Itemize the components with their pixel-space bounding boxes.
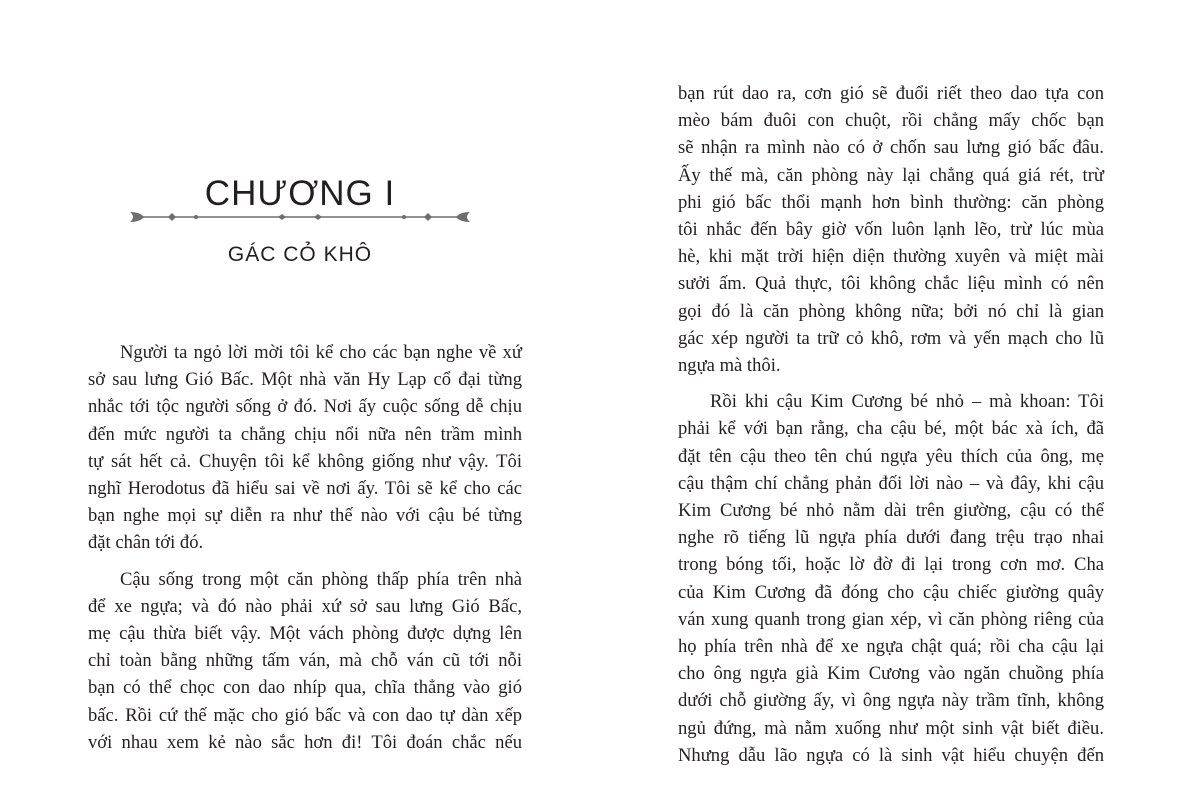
text-line: với nhau xem kẻ nào sắc hơn đi! Tôi đoán chắc nếu [88, 731, 522, 753]
text-line: tự sát hết cả. Chuyện tôi kể không giống như vậy. Tôi [88, 450, 522, 472]
text-line: nghĩ Herodotus đã hiểu sai về nơi ấy. Tôi sẽ kể cho các [88, 478, 522, 500]
text-line: Nhưng dẫu lão ngựa có là sinh vật hiểu chuyện đến [678, 744, 1104, 766]
text-line: cậu thậm chí chẳng phản đối lời nào – và đây, khi cậu [678, 472, 1104, 494]
text-line: nghe rõ tiếng lũ ngựa phía dưới đang trệu trạo nhai [678, 527, 1104, 549]
text-line: Cậu sống trong một căn phòng thấp phía trên nhà [120, 568, 522, 590]
chapter-subtitle: GÁC CỎ KHÔ [227, 243, 373, 266]
text-line: bạn rút dao ra, cơn gió sẽ đuổi riết theo dao tựa con [678, 83, 1104, 104]
chapter-title: CHƯƠNG I [204, 174, 396, 213]
text-line: mẹ cậu thừa biết vậy. Một vách phòng được dựng lên [88, 623, 522, 645]
text-line: nhắc tới tộc người sống ở đó. Nơi ấy cuộc sống dễ chịu [88, 396, 522, 418]
text-line: phải kể với bạn rằng, cha cậu bé, một bác xà ích, đã [678, 418, 1104, 440]
text-line: hè, khi mặt trời hiện diện thường xuyên và miệt mài [678, 246, 1104, 268]
text-line: trong bóng tối, hoặc lờ đờ đi lại trong cơn mơ. Cha [678, 554, 1104, 576]
text-line: bạn nghe mọi sự diễn ra như thế nào với cậu bé từng [88, 505, 522, 527]
text-line: mèo bám đuôi con chuột, rồi chẳng mấy chốc bạn [678, 110, 1104, 132]
text-line: đặt chân tới đó. [88, 532, 204, 554]
text-line: của Kim Cương đã đóng cho cậu chiếc giường quây [678, 581, 1104, 603]
text-line: sẽ nhận ra mình nào có ở chốn sau lưng gió bấc đâu. [678, 137, 1104, 159]
left-page-body [88, 339, 522, 756]
text-line: họ phía trên nhà để xe ngựa chật quá; rồi cha cậu lại [678, 636, 1104, 658]
text-line: cho ông ngựa già Kim Cương vào ngăn chuồng phía [678, 663, 1104, 685]
text-line: sở sau lưng Gió Bấc. Một nhà văn Hy Lạp cổ đại từng [88, 369, 522, 391]
text-line: Rồi khi cậu Kim Cương bé nhỏ – mà khoan: Tôi [710, 391, 1104, 413]
text-line: sưởi ấm. Quả thực, tôi không chắc liệu mình có nên [678, 273, 1104, 295]
right-page-body [678, 80, 1104, 769]
text-line: dưới chỗ giường ấy, vì ông ngựa này trầm tĩnh, không [678, 690, 1104, 712]
text-line: bạn có thể chọc con dao nhíp qua, chĩa thẳng vào gió [88, 677, 522, 699]
text-line: ngủ đứng, mà nằm xuống như một sinh vật biết điều. [678, 717, 1104, 739]
text-line: đến mức người ta chẳng chịu nổi nữa nên trầm mình [88, 423, 522, 445]
text-line: gác xép người ta trữ cỏ khô, rơm và yến mạch cho lũ [678, 327, 1104, 349]
text-line: bấc. Rồi cứ thế mặc cho gió bấc và con dao tự dàn xếp [88, 704, 522, 726]
text-line: ngựa mà thôi. [678, 355, 781, 377]
text-line: phi gió bấc thổi mạnh hơn bình thường: căn phòng [678, 191, 1104, 213]
text-line: chỉ toàn bằng những tấm ván, mà chỗ ván cũ tới nỗi [88, 650, 522, 672]
text-line: Ấy thế mà, căn phòng này lại chẳng quá giá rét, trừ [678, 164, 1104, 186]
text-line: đặt tên cậu theo tên chú ngựa yêu thích của ông, mẹ [678, 445, 1104, 467]
text-line: ván xung quanh trong gian xép, vì căn phòng riêng của [678, 608, 1104, 630]
chapter-ornament-divider [128, 205, 472, 229]
text-line: gọi đó là căn phòng không nữa; bởi nó chỉ là gian [678, 300, 1104, 322]
text-line: Kim Cương bé nhỏ nằm dài trên giường, cậu có thể [678, 500, 1104, 522]
text-line: để xe ngựa; và đó nào phải xứ sở sau lưng Gió Bấc, [88, 595, 522, 617]
text-line: Người ta ngỏ lời mời tôi kể cho các bạn nghe về xứ [120, 342, 522, 363]
text-line: tôi nhắc đến bây giờ vốn luôn lạnh lẽo, trừ lúc mùa [678, 219, 1104, 241]
